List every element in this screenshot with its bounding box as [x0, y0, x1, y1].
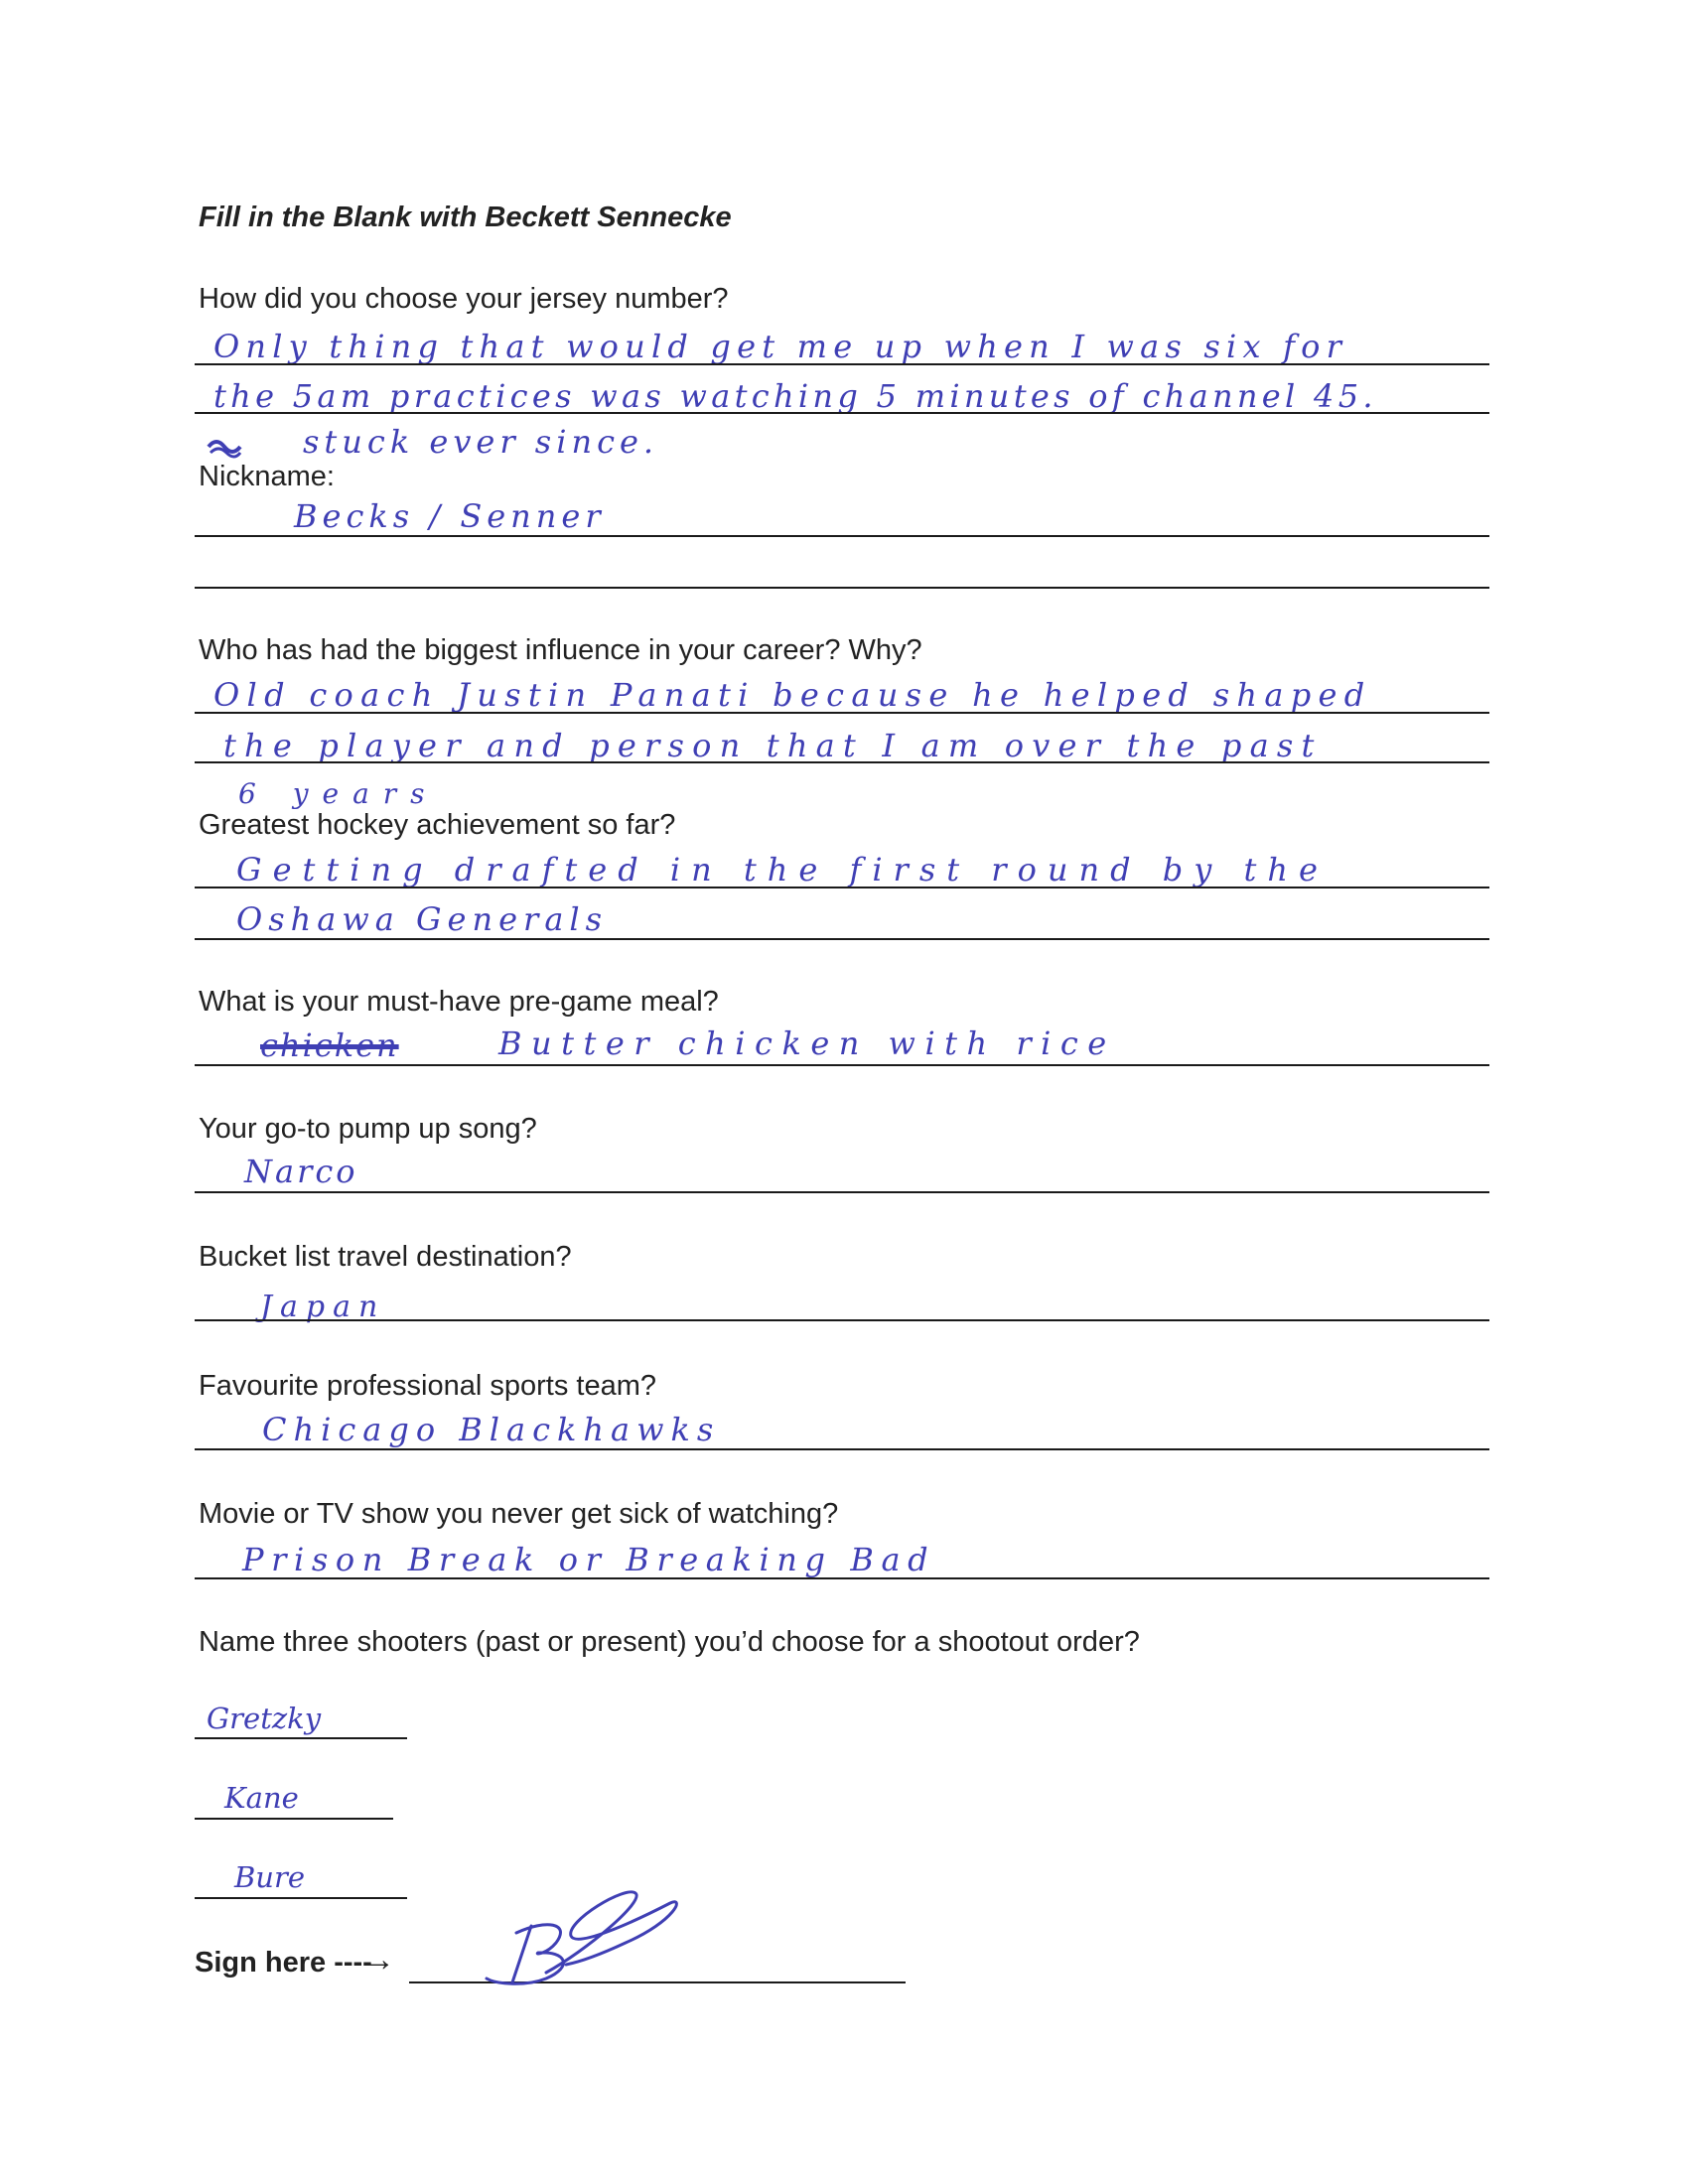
- answer-line: [195, 535, 1489, 537]
- answer-line: [195, 363, 1489, 365]
- scribble-mark: [207, 435, 246, 459]
- sign-here-label: Sign here ----: [195, 1947, 372, 1979]
- answer-line: [195, 712, 1489, 714]
- answer-pregame-meal: Butter chicken with rice: [498, 1024, 1116, 1062]
- answer-line: [195, 887, 1489, 888]
- question-pump-up-song: Your go-to pump up song?: [199, 1113, 537, 1145]
- handwritten-signature: [477, 1881, 695, 1990]
- answer-achievement-line-1: Getting drafted in the first round by the: [236, 851, 1329, 888]
- answer-shooter-1: Gretzky: [207, 1702, 322, 1735]
- answer-line: [195, 1818, 393, 1820]
- answer-line: [195, 1577, 1489, 1579]
- answer-line: [195, 1064, 1489, 1066]
- question-shooters: Name three shooters (past or present) you’d choose for a shootout order?: [199, 1626, 1140, 1658]
- answer-nickname: Becks / Senner: [294, 497, 606, 535]
- question-pregame-meal: What is your must-have pre-game meal?: [199, 986, 719, 1018]
- question-achievement: Greatest hockey achievement so far?: [199, 809, 676, 841]
- answer-sports-team: Chicago Blackhawks: [262, 1411, 721, 1448]
- answer-influence-line-1: Old coach Justin Panati because he helped shaped: [213, 676, 1372, 714]
- answer-line: [195, 1319, 1489, 1321]
- answer-movie-tv: Prison Break or Breaking Bad: [242, 1541, 936, 1578]
- answer-pump-up-song: Narco: [244, 1153, 358, 1190]
- answer-influence-line-3: 6 years: [238, 777, 439, 810]
- answer-achievement-line-2: Oshawa Generals: [236, 900, 609, 938]
- answer-jersey-line-3: stuck ever since.: [303, 423, 659, 461]
- answer-line: [195, 1897, 407, 1899]
- answer-influence-line-2: the player and person that I am over the past: [223, 727, 1323, 764]
- form-title: Fill in the Blank with Beckett Sennecke: [199, 202, 732, 233]
- question-sports-team: Favourite professional sports team?: [199, 1370, 656, 1402]
- answer-line: [195, 938, 1489, 940]
- answer-shooter-2: Kane: [224, 1781, 299, 1815]
- question-jersey-number: How did you choose your jersey number?: [199, 283, 729, 315]
- answer-travel-destination: Japan: [260, 1290, 386, 1324]
- answer-struck-word: chicken: [260, 1026, 399, 1064]
- answer-line: [195, 587, 1489, 589]
- question-nickname: Nickname:: [199, 461, 335, 492]
- question-movie-tv: Movie or TV show you never get sick of watching?: [199, 1498, 839, 1530]
- answer-shooter-3: Bure: [234, 1860, 306, 1894]
- answer-line: [195, 412, 1489, 414]
- arrow-right-icon: →: [361, 1941, 395, 1979]
- answer-jersey-line-1: Only thing that would get me up when I was six for: [213, 328, 1348, 365]
- answer-line: [195, 761, 1489, 763]
- answer-line: [195, 1737, 407, 1739]
- question-influence: Who has had the biggest influence in your career? Why?: [199, 634, 922, 666]
- answer-line: [195, 1448, 1489, 1450]
- answer-line: [195, 1191, 1489, 1193]
- answer-jersey-line-2: the 5am practices was watching 5 minutes of channel 45.: [213, 377, 1377, 415]
- question-travel-destination: Bucket list travel destination?: [199, 1241, 572, 1273]
